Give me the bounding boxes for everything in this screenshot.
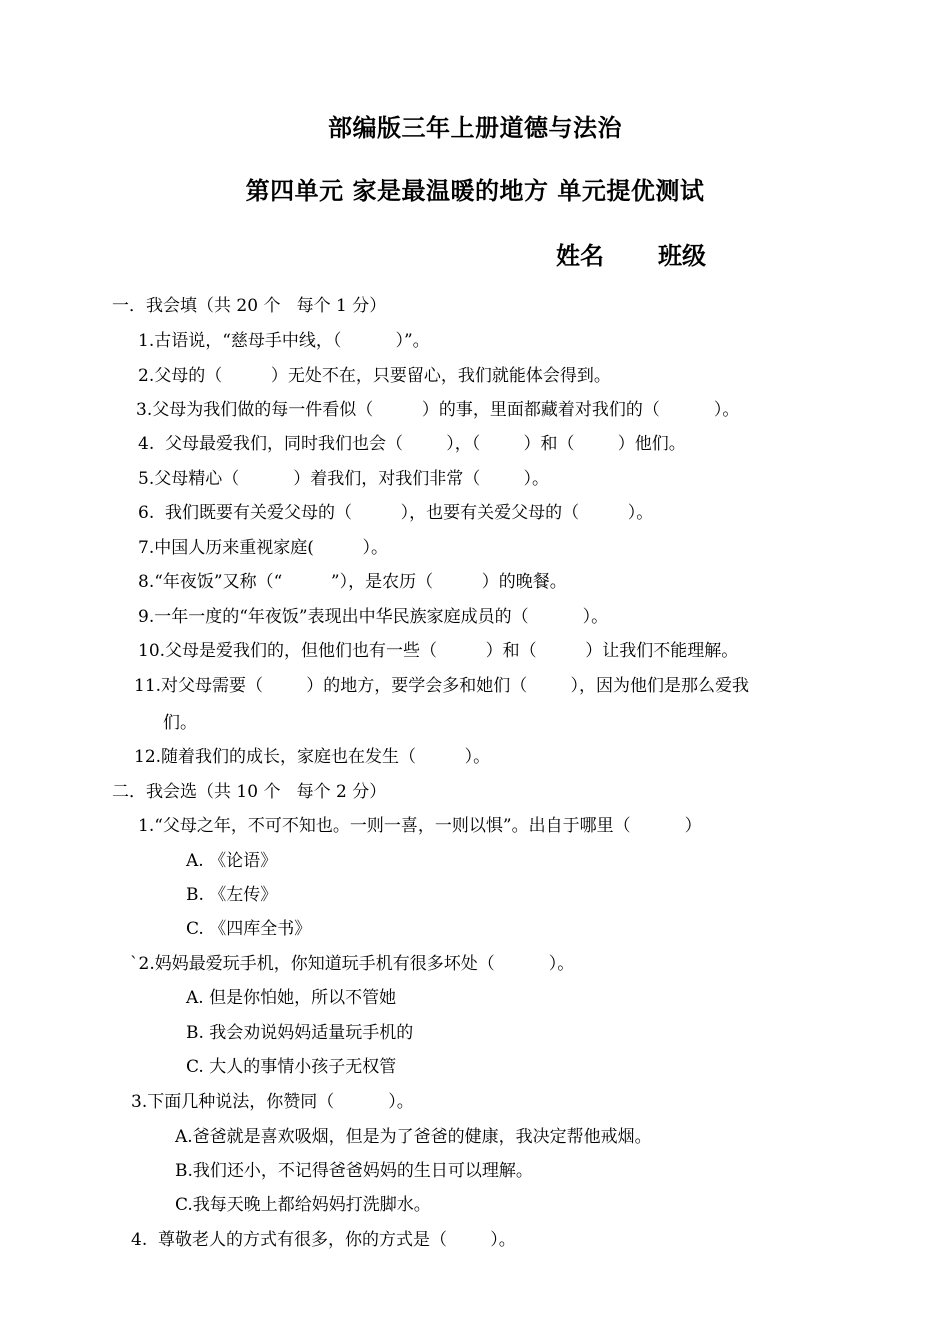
fill-question-5: 5.父母精心（ ）着我们，对我们非常（ ）。 [138,469,549,489]
choice-1-option-b: B. 《左传》 [186,885,278,905]
choice-question-3: 3.下面几种说法，你赞同（ ）。 [131,1092,414,1112]
name-class-row [556,236,706,271]
section1-heading: 一．我会填（共 20 个 每个 1 分） [112,296,387,316]
choice-2-option-b: B. 我会劝说妈妈适量玩手机的 [186,1023,414,1043]
fill-question-11-continued: 们。 [163,713,197,733]
choice-1-option-c: C. 《四库全书》 [186,919,312,939]
document-title: 部编版三年上册道德与法治 [328,114,622,142]
choice-2-option-a: A. 但是你怕她，所以不管她 [186,988,397,1008]
fill-question-7: 7.中国人历来重视家庭( ）。 [138,538,388,558]
fill-question-6: 6. 我们既要有关爱父母的（ ），也要有关爱父母的（ ）。 [138,503,654,523]
fill-question-2: 2.父母的（ ）无处不在，只要留心，我们就能体会得到。 [138,366,611,386]
fill-question-4: 4. 父母最爱我们，同时我们也会（ ），（ ）和（ ）他们。 [138,434,686,454]
choice-2-option-c: C. 大人的事情小孩子无权管 [186,1057,397,1077]
choice-question-4: 4. 尊敬老人的方式有很多，你的方式是（ ）。 [131,1230,516,1250]
fill-question-3: 3.父母为我们做的每一件看似（ ）的事，里面都藏着对我们的（ ）。 [136,400,740,420]
fill-question-8: 8.“年夜饭”又称（“ ”），是农历（ ）的晚餐。 [138,572,567,592]
fill-question-1: 1.古语说，“慈母手中线，（ ）”。 [138,331,430,351]
class-label: 班级 [658,242,706,270]
fill-question-11: 11.对父母需要（ ）的地方，要学会多和她们（ ），因为他们是那么爱我 [134,676,749,696]
fill-question-10: 10.父母是爱我们的，但他们也有一些（ ）和（ ）让我们不能理解。 [138,641,739,661]
section2-heading: 二．我会选（共 10 个 每个 2 分） [112,782,387,802]
fill-question-9: 9.一年一度的“年夜饭”表现出中华民族家庭成员的（ ）。 [138,607,609,627]
choice-1-option-a: A. 《论语》 [186,851,278,871]
choice-3-option-a: A.爸爸就是喜欢吸烟，但是为了爸爸的健康，我决定帮他戒烟。 [175,1127,652,1147]
fill-question-12: 12.随着我们的成长，家庭也在发生（ ）。 [134,747,491,767]
choice-question-1: 1.“父母之年，不可不知也。一则一喜，一则以惧”。出自于哪里（ ） [138,816,702,836]
choice-3-option-c: C.我每天晚上都给妈妈打洗脚水。 [175,1195,431,1215]
name-label: 姓名 [556,242,604,270]
document-subtitle: 第四单元 家是最温暖的地方 单元提优测试 [245,177,705,205]
choice-question-2: `2.妈妈最爱玩手机，你知道玩手机有很多坏处（ ）。 [130,954,575,974]
choice-3-option-b: B.我们还小，不记得爸爸妈妈的生日可以理解。 [175,1161,533,1181]
